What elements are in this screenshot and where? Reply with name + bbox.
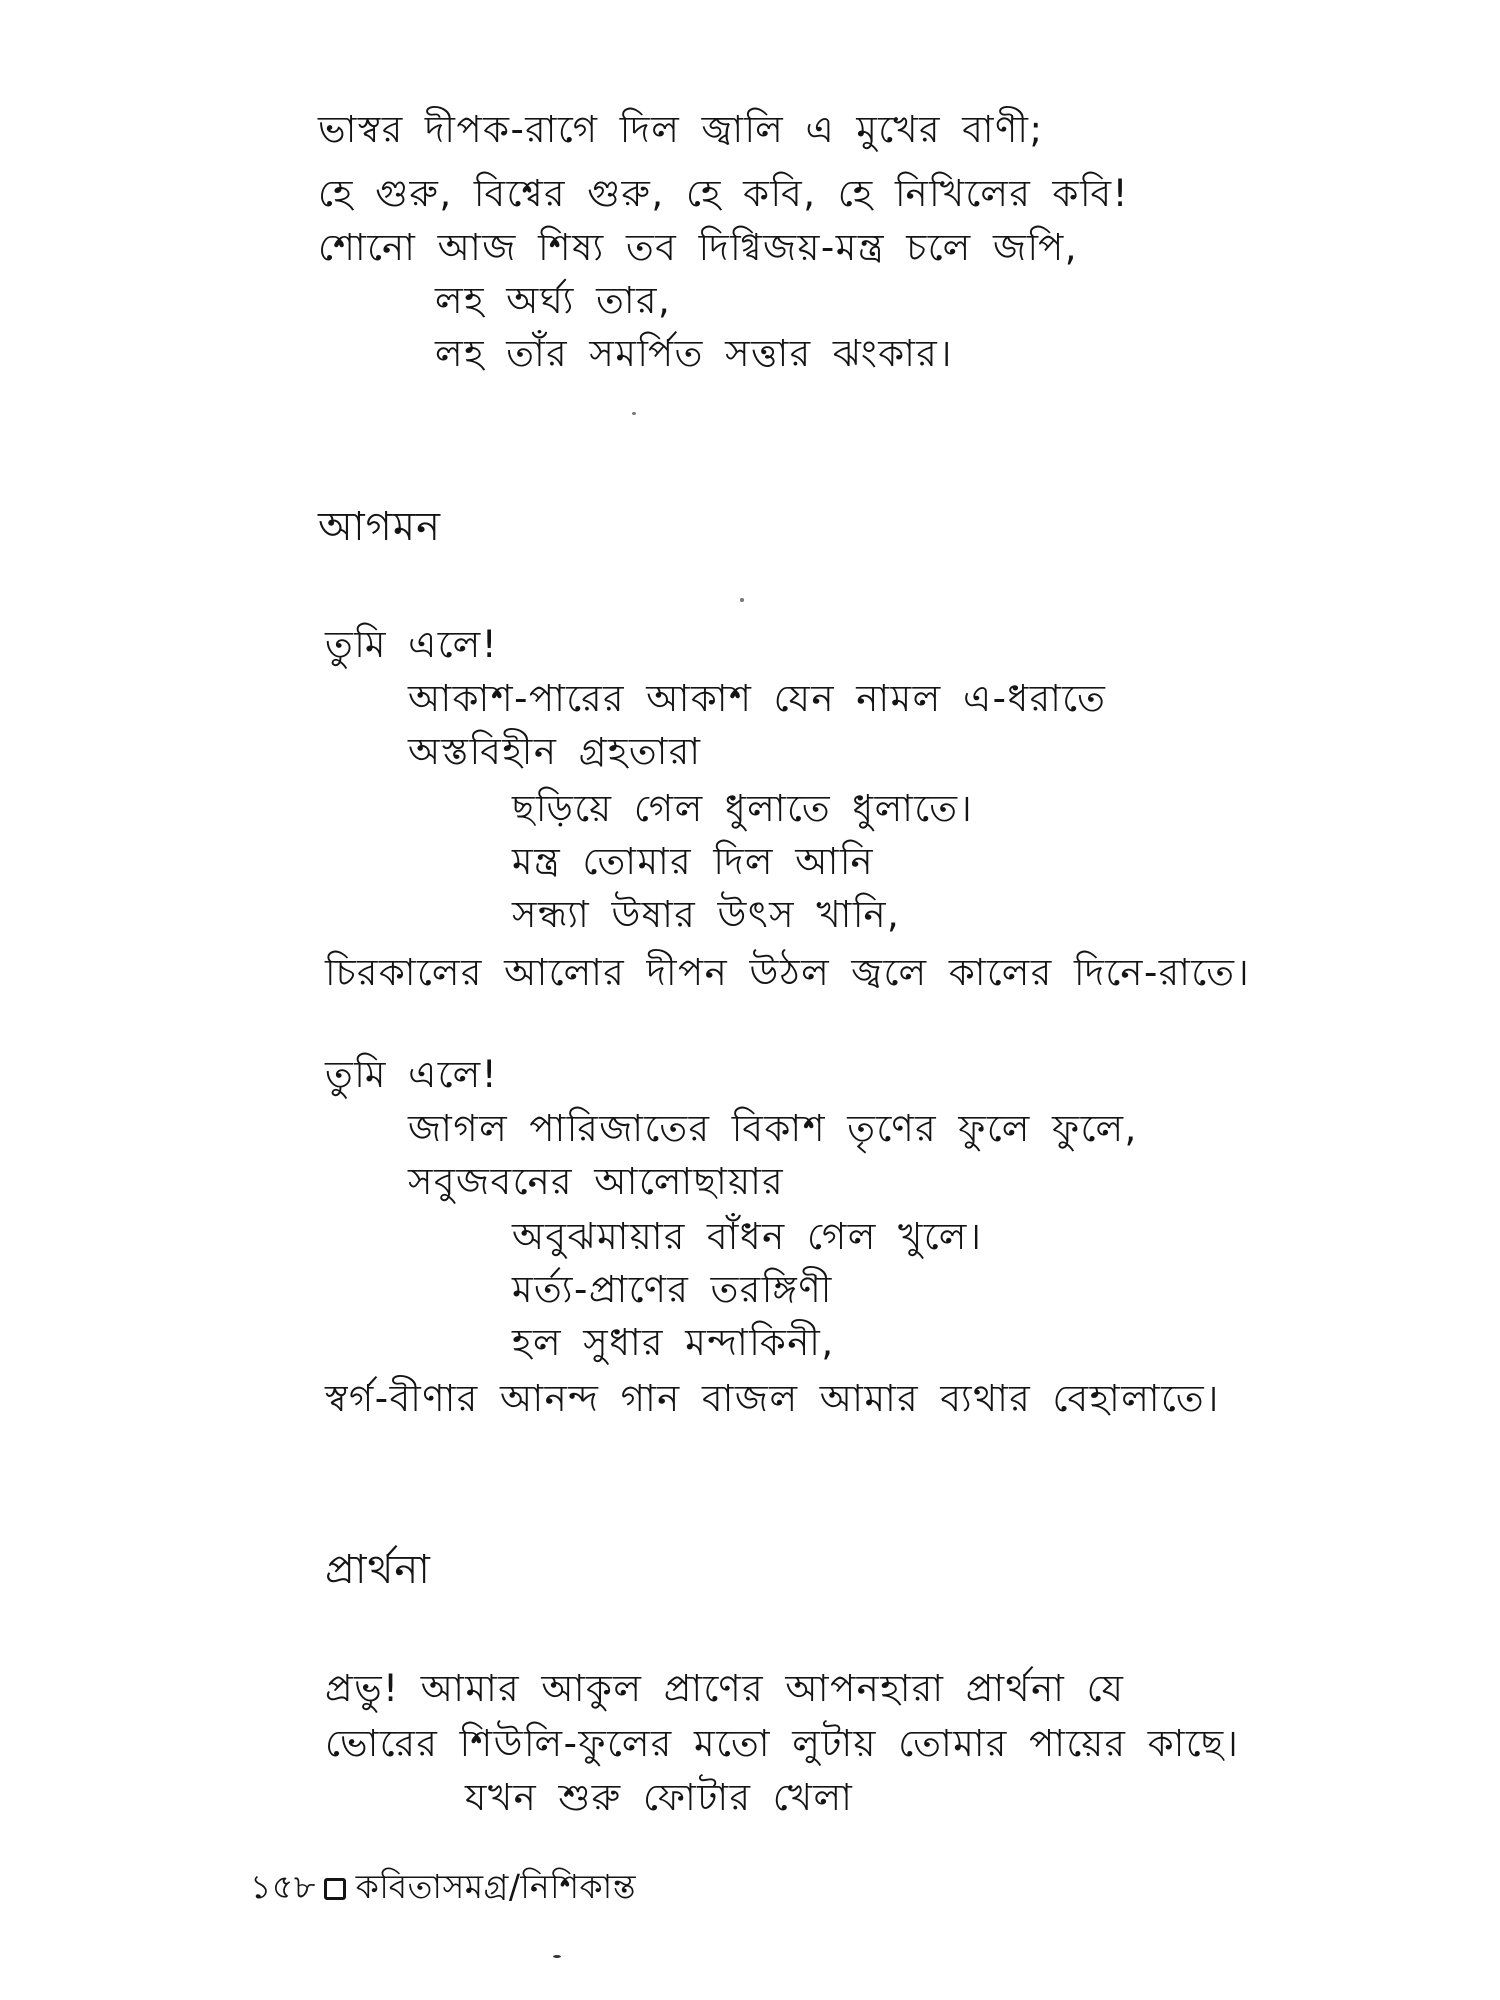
poem-line: চিরকালের আলোর দীপন উঠল জ্বলে কালের দিনে-রাতে। xyxy=(325,951,1251,994)
page-footer xyxy=(250,1865,636,1909)
scan-speck xyxy=(553,1955,561,1958)
poem-line: লহ অর্ঘ্য তার, xyxy=(435,279,672,322)
poem-line: মর্ত্য-প্রাণের তরঙ্গিণী xyxy=(512,1268,833,1311)
poem-line: অবুঝমায়ার বাঁধন গেল খুলে। xyxy=(512,1215,983,1258)
poem-line: মন্ত্র তোমার দিল আনি xyxy=(512,840,875,883)
poem-line: তুমি এলে! xyxy=(325,623,499,666)
poem-line: লহ তাঁর সমর্পিত সত্তার ঝংকার। xyxy=(435,332,953,375)
poem-line: স্বর্গ-বীণার আনন্দ গান বাজল আমার ব্যথার বেহালাতে। xyxy=(325,1377,1220,1420)
poem-line: ভাস্বর দীপক-রাগে দিল জ্বালি এ মুখের বাণী; xyxy=(318,108,1044,151)
poem-line: তুমি এলে! xyxy=(325,1053,499,1096)
poem-line: জাগল পারিজাতের বিকাশ তৃণের ফুলে ফুলে, xyxy=(408,1107,1138,1150)
poem-line: সবুজবনের আলোছায়ার xyxy=(408,1160,785,1203)
poem-title-prarthana: প্রার্থনা xyxy=(325,1547,431,1593)
poem-line: প্রভু! আমার আকুল প্রাণের আপনহারা প্রার্থনা যে xyxy=(325,1667,1125,1710)
poem-line: শোনো আজ শিষ্য তব দিগ্বিজয়-মন্ত্র চলে জপি, xyxy=(318,226,1079,269)
square-bullet-icon xyxy=(324,1878,346,1900)
poem-title-agaman: আগমন xyxy=(318,504,441,550)
poem-line: হল সুধার মন্দাকিনী, xyxy=(512,1321,835,1364)
page-number: ১৫৮ xyxy=(250,1867,316,1906)
book-title: কবিতাসমগ্র/নিশিকান্ত xyxy=(355,1867,636,1906)
poem-line: যখন শুরু ফোটার খেলা xyxy=(465,1776,854,1819)
poem-line: আকাশ-পারের আকাশ যেন নামল এ-ধরাতে xyxy=(408,677,1107,720)
poem-line: ভোরের শিউলি-ফুলের মতো লুটায় তোমার পায়ের কাছে। xyxy=(325,1722,1240,1765)
scan-speck xyxy=(740,598,744,602)
poem-line: অস্তবিহীন গ্রহতারা xyxy=(408,730,702,773)
scan-speck xyxy=(632,412,636,415)
poem-line: হে গুরু, বিশ্বের গুরু, হে কবি, হে নিখিলের কবি! xyxy=(318,172,1129,215)
poem-line: ছড়িয়ে গেল ধুলাতে ধুলাতে। xyxy=(512,787,974,830)
poem-line: সন্ধ্যা উষার উৎস খানি, xyxy=(512,893,901,936)
